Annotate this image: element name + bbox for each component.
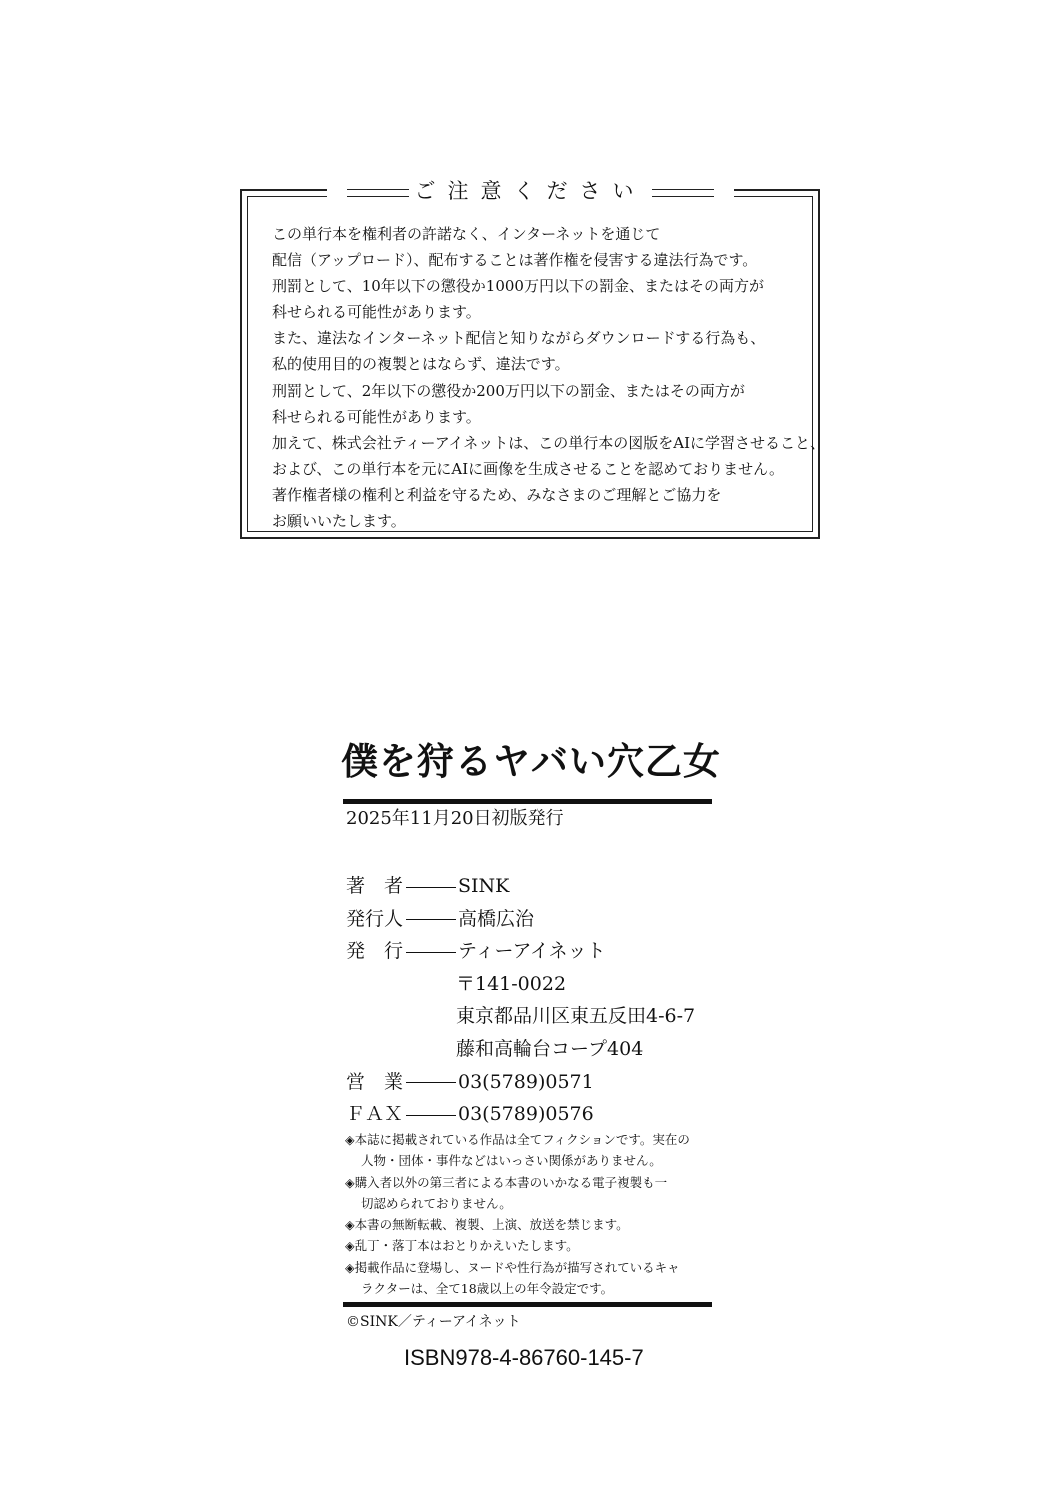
notice-line: 科せられる可能性があります。 [272,303,481,322]
address-line: 藤和高輪台コープ404 [456,1037,644,1060]
notice-line: 私的使用目的の複製とはならず、違法です。 [272,355,570,374]
notice-body [272,221,826,534]
title-left-decoration [347,189,409,197]
credit-row-publisher [346,935,695,968]
address-postal-code: 〒141-0022 [456,972,567,995]
credit-label: 発 行 [346,940,404,963]
title-rule [343,799,712,804]
copyright: ©SINK／ティーアイネット [346,1314,521,1330]
note-line: 人物・団体・事件などはいっさい関係がありません。 [361,1153,662,1169]
credit-label: 著 者 [346,875,404,897]
note-line: ◈本誌に掲載されている作品は全てフィクションです。実在の [345,1132,690,1147]
credit-dash [406,919,456,920]
notice-inner-frame [247,179,826,532]
credit-row-publisher-person [346,903,695,936]
note-line: ◈購入者以外の第三者による本書のいかなる電子複製も一 [345,1174,668,1190]
credit-value: 高橋広治 [458,907,535,930]
contact-row-fax [346,1098,695,1131]
notice-line: 刑罰として、10年以下の懲役か1000万円以下の罰金、またはその両方が [272,277,764,296]
contact-value: 03(5789)0576 [458,1103,594,1126]
note-line: ◈乱丁・落丁本はおとりかえいたします。 [345,1238,579,1254]
note-line: ラクターは、全て18歳以上の年令設定です。 [361,1281,614,1297]
address-line: 東京都品川区東五反田4-6-7 [456,1005,696,1028]
notice-line: また、違法なインターネット配信と知りながらダウンロードする行為も、 [272,329,766,348]
legal-notes [345,1129,690,1299]
contact-value: 03(5789)0571 [458,1070,594,1093]
note-line: ◈本書の無断転載、複製、上演、放送を禁じます。 [345,1217,629,1233]
notice-line: 加えて、株式会社ティーアイネットは、この単行本の図版をAIに学習させること、 [272,433,826,452]
credit-value: ティーアイネット [458,940,606,963]
notice-line: および、この単行本を元にAIに画像を生成させることを認めておりません。 [272,459,785,478]
book-title: 僕を狩るヤバい穴乙女 [341,739,721,783]
contact-dash [406,1115,456,1116]
notice-line: 著作権者様の権利と利益を守るため、みなさまのご理解とご協力を [272,485,722,504]
notice-line: この単行本を権利者の許諾なく、インターネットを通じて [272,225,661,243]
title-right-decoration [652,189,714,197]
isbn: ISBN978-4-86760-145-7 [404,1345,644,1370]
credits-block [346,870,695,1131]
note-line: ◈掲載作品に登場し、ヌードや性行為が描写されているキャ [345,1259,680,1275]
contact-label: ＦＡＸ [346,1103,404,1126]
note-line: 切認められておりません。 [361,1195,512,1211]
contact-row-sales [346,1066,695,1099]
credit-dash [406,887,456,888]
credit-value: SINK [458,875,510,897]
notice-line: 科せられる可能性があります。 [272,407,481,426]
notice-heading [327,178,734,204]
contact-label: 営 業 [346,1070,404,1093]
publication-date: 2025年11月20日初版発行 [346,808,564,829]
bottom-rule [343,1302,712,1307]
credit-dash [406,952,456,953]
notice-title-wrap [248,178,812,204]
notice-title: ご注意ください [414,179,646,203]
notice-line: 配信（アップロード）、配布することは著作権を侵害する違法行為です。 [272,251,758,270]
contact-dash [406,1082,456,1083]
notice-line: 刑罰として、2年以下の懲役か200万円以下の罰金、またはその両方が [272,381,745,400]
credit-row-author [346,870,695,903]
credit-label: 発行人 [346,907,404,930]
notice-line: お願いいたします。 [272,512,406,531]
notice-box [240,179,826,539]
